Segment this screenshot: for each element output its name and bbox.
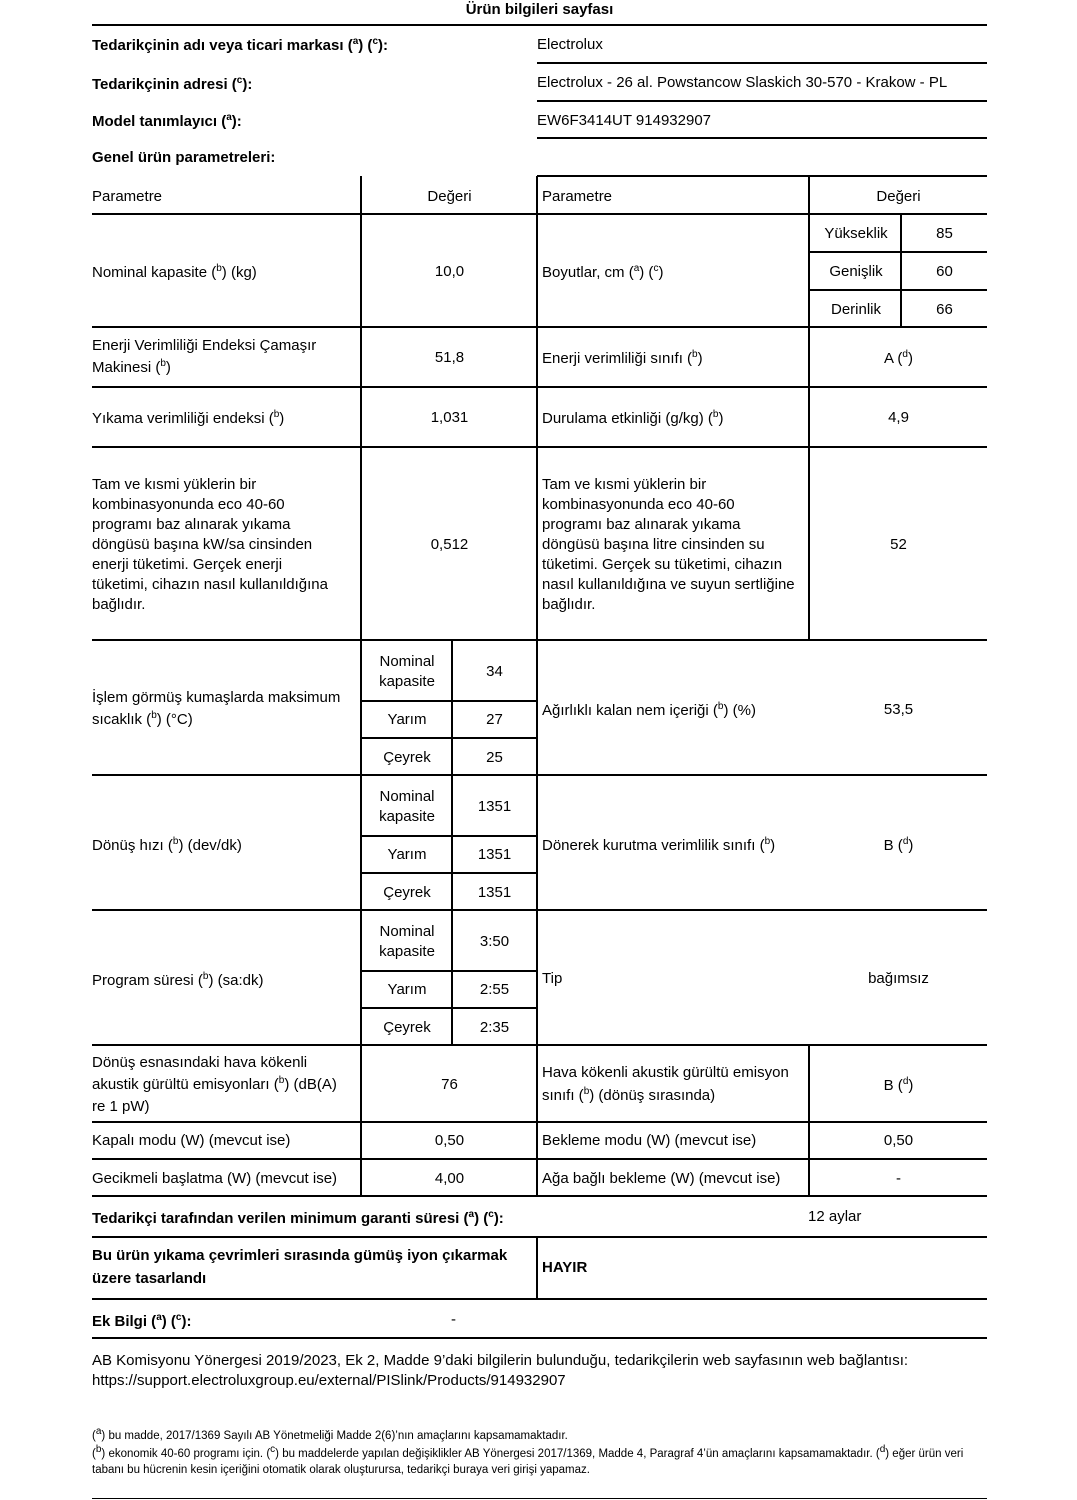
rinse-value: 4,9 <box>888 409 909 426</box>
energy-consumption-line: programı baz alınarak yıkama <box>92 516 291 533</box>
guarantee-value: 12 aylar <box>808 1208 862 1225</box>
height-value: 85 <box>936 225 953 242</box>
width-label: Genişlik <box>829 263 883 280</box>
temperature-rated-value: 34 <box>486 663 503 680</box>
spin-class-value: B ($^d$) <box>883 836 914 854</box>
divider <box>537 100 987 102</box>
header-param-1: Parametre <box>92 188 163 205</box>
footnote-b-c-d: ($^b$) ekonomik 40-60 programı için. ($^c$) bu maddelerde yapılan değişiklikler AB Yönergesi 2017/1369, Madde 4, Paragraf 4’ün amaçlarını kapsamamaktadır. ($^d$) eğer ürün veri tabanı bu hücrenin kesin içeriğini otomatik olarak oluşturursa, tedarikçi buraya veri girişi yapamaz. <box>92 1444 964 1476</box>
eei-value: 51,8 <box>434 349 465 366</box>
energy-class-value: A ($^d$) <box>884 349 913 367</box>
rinse-label: Durulama etkinliği (g/kg) ($^b$) <box>542 409 724 427</box>
wash-efficiency-value: 1,031 <box>430 409 469 426</box>
divider <box>362 835 537 837</box>
noise-class-value: B ($^d$) <box>883 1076 914 1094</box>
supplier-name-label: Tedarikçinin adı veya ticari markası ($^a$) ($^c$): <box>92 36 388 54</box>
divider <box>92 1298 987 1300</box>
divider <box>92 1044 987 1046</box>
divider <box>92 1236 987 1238</box>
energy-consumption-line: kombinasyonunda eco 40-60 <box>92 496 285 513</box>
duration-rated-value: 3:50 <box>479 933 510 950</box>
depth-label: Derinlik <box>830 301 881 318</box>
dimensions-label: Boyutlar, cm ($^a$) ($^c$) <box>542 263 664 281</box>
supplier-name-value: Electrolux <box>537 36 603 53</box>
load-half-label: Yarım <box>387 846 427 863</box>
divider <box>362 1007 537 1009</box>
standby-value: 0,50 <box>883 1132 914 1149</box>
load-rated-label: kapasite <box>379 808 435 825</box>
depth-value: 66 <box>936 301 953 318</box>
type-value: bağımsız <box>868 970 929 987</box>
header-value-2: Değeri <box>876 188 921 205</box>
divider <box>92 1195 987 1197</box>
duration-half-value: 2:55 <box>479 981 510 998</box>
energy-consumption-value: 0,512 <box>430 536 469 553</box>
delay-start-value: 4,00 <box>434 1170 465 1187</box>
divider <box>92 1498 987 1499</box>
noise-label-line1: Dönüş esnasındaki hava kökenli <box>92 1054 308 1071</box>
divider <box>92 213 987 215</box>
page-title: Ürün bilgileri sayfası <box>465 1 614 18</box>
water-consumption-value: 52 <box>890 536 907 553</box>
noise-class-label-line1: Hava kökenli akustik gürültü emisyon <box>542 1064 789 1081</box>
load-quarter-label: Çeyrek <box>383 1019 431 1036</box>
duration-label: Program süresi ($^b$) (sa:dk) <box>92 971 264 989</box>
weblink-text: AB Komisyonu Yönergesi 2019/2023, Ek 2, Madde 9’daki bilgilerin bulunduğu, tedarikçilerin web sayfasının web bağlantısı: <box>92 1352 909 1369</box>
energy-consumption-line: tüketimi, cihazın nasıl kullanıldığına <box>92 576 328 593</box>
guarantee-label: Tedarikçi tarafından verilen minimum garanti süresi ($^a$) ($^c$): <box>92 1209 504 1227</box>
energy-consumption-line: enerji tüketimi. Gerçek enerji <box>92 556 283 573</box>
spin-class-label: Dönerek kurutma verimlilik sınıfı ($^b$) <box>542 836 776 854</box>
divider <box>92 446 987 448</box>
divider <box>92 24 987 26</box>
header-value-1: Değeri <box>427 188 472 205</box>
network-standby-label: Ağa bağlı bekleme (W) (mevcut ise) <box>542 1170 781 1187</box>
delay-start-label: Gecikmeli başlatma (W) (mevcut ise) <box>92 1170 338 1187</box>
energy-consumption-line: Tam ve kısmi yüklerin bir <box>92 476 257 493</box>
capacity-label: Nominal kapasite ($^b$) (kg) <box>92 263 257 281</box>
divider <box>810 251 987 253</box>
spin-rated-value: 1351 <box>477 798 512 815</box>
spin-label: Dönüş hızı ($^b$) (dev/dk) <box>92 836 242 854</box>
table-vline <box>808 1045 810 1196</box>
divider <box>92 1121 987 1123</box>
extra-info-value: - <box>451 1311 456 1328</box>
divider <box>92 1158 987 1160</box>
network-standby-value: - <box>896 1170 901 1187</box>
type-label: Tip <box>542 970 563 987</box>
noise-class-label-line2: sınıfı ($^b$) (dönüş sırasında) <box>542 1086 716 1104</box>
off-mode-value: 0,50 <box>434 1132 465 1149</box>
general-params-label: Genel ürün parametreleri: <box>92 149 276 166</box>
load-quarter-label: Çeyrek <box>383 749 431 766</box>
divider <box>92 326 987 328</box>
duration-quarter-value: 2:35 <box>479 1019 510 1036</box>
divider <box>537 137 987 139</box>
divider <box>537 62 987 64</box>
eei-label-line1: Enerji Verimliliği Endeksi Çamaşır <box>92 337 317 354</box>
spin-quarter-value: 1351 <box>477 884 512 901</box>
load-rated-label: Nominal <box>379 653 435 670</box>
water-consumption-line: kombinasyonunda eco 40-60 <box>542 496 735 513</box>
table-vline <box>536 1237 538 1299</box>
table-vline <box>900 214 902 327</box>
footnote-a: ($^a$) bu madde, 2017/1369 Sayılı AB Yönetmeliği Madde 2(6)’nın amaçlarını kapsamamaktadır. <box>92 1426 568 1442</box>
water-consumption-line: nasıl kullanıldığına ve suyun sertliğine <box>542 576 795 593</box>
table-vline <box>536 176 538 1196</box>
load-rated-label: Nominal <box>379 923 435 940</box>
table-vline <box>808 176 810 640</box>
divider <box>92 774 987 776</box>
load-half-label: Yarım <box>387 981 427 998</box>
table-vline <box>360 176 362 1196</box>
table-vline <box>451 640 453 775</box>
divider <box>92 909 987 911</box>
water-consumption-line: bağlıdır. <box>542 596 596 613</box>
load-rated-label: kapasite <box>379 673 435 690</box>
energy-consumption-line: döngüsü başına kW/sa cinsinden <box>92 536 313 553</box>
water-consumption-line: tüketimi. Gerçek su tüketimi, cihazın <box>542 556 783 573</box>
water-consumption-line: programı baz alınarak yıkama <box>542 516 741 533</box>
load-rated-label: kapasite <box>379 943 435 960</box>
energy-class-label: Enerji verimliliği sınıfı ($^b$) <box>542 349 703 367</box>
noise-label-line2: akustik gürültü emisyonları ($^b$) (dB(A) <box>92 1075 337 1093</box>
divider <box>362 970 537 972</box>
extra-info-label: Ek Bilgi ($^a$) ($^c$): <box>92 1312 192 1330</box>
model-value: EW6F3414UT 914932907 <box>537 112 712 129</box>
spin-half-value: 1351 <box>477 846 512 863</box>
silver-ion-label-line2: üzere tasarlandı <box>92 1270 207 1287</box>
supplier-address-value: Electrolux - 26 al. Powstancow Slaskich 30-570 - Krakow - PL <box>537 74 948 91</box>
supplier-address-label: Tedarikçinin adresi ($^c$): <box>92 75 253 93</box>
silver-ion-value: HAYIR <box>542 1259 588 1276</box>
model-label: Model tanımlayıcı ($^a$): <box>92 112 242 130</box>
table-vline <box>451 910 453 1045</box>
divider <box>362 872 537 874</box>
eei-label-line2: Makinesi ($^b$) <box>92 358 171 376</box>
height-label: Yükseklik <box>824 225 888 242</box>
divider <box>92 639 987 641</box>
water-consumption-line: Tam ve kısmi yüklerin bir <box>542 476 707 493</box>
width-value: 60 <box>936 263 953 280</box>
silver-ion-label-line1: Bu ürün yıkama çevrimleri sırasında gümüş iyon çıkarmak <box>92 1247 508 1264</box>
temperature-label-line1: İşlem görmüş kumaşlarda maksimum <box>92 689 341 706</box>
moisture-value: 53,5 <box>883 701 914 718</box>
divider <box>362 737 537 739</box>
moisture-label: Ağırlıklı kalan nem içeriği ($^b$) (%) <box>542 701 756 719</box>
capacity-value: 10,0 <box>434 263 465 280</box>
table-vline <box>451 775 453 910</box>
wash-efficiency-label: Yıkama verimliliği endeksi ($^b$) <box>92 409 285 427</box>
header-param-2: Parametre <box>542 188 613 205</box>
standby-label: Bekleme modu (W) (mevcut ise) <box>542 1132 757 1149</box>
divider <box>92 386 987 388</box>
off-mode-label: Kapalı modu (W) (mevcut ise) <box>92 1132 291 1149</box>
energy-consumption-line: bağlıdır. <box>92 596 146 613</box>
noise-value: 76 <box>441 1076 458 1093</box>
load-quarter-label: Çeyrek <box>383 884 431 901</box>
water-consumption-line: döngüsü başına litre cinsinden su <box>542 536 765 553</box>
divider <box>810 289 987 291</box>
load-half-label: Yarım <box>387 711 427 728</box>
temperature-label-line2: sıcaklık ($^b$) (°C) <box>92 710 193 728</box>
divider <box>92 1337 987 1339</box>
divider <box>537 175 987 177</box>
load-rated-label: Nominal <box>379 788 435 805</box>
divider <box>362 700 537 702</box>
temperature-quarter-value: 25 <box>486 749 503 766</box>
weblink-url[interactable]: https://support.electroluxgroup.eu/external/PISlink/Products/914932907 <box>92 1372 566 1389</box>
temperature-half-value: 27 <box>486 711 503 728</box>
noise-label-line3: re 1 pW) <box>92 1098 150 1115</box>
